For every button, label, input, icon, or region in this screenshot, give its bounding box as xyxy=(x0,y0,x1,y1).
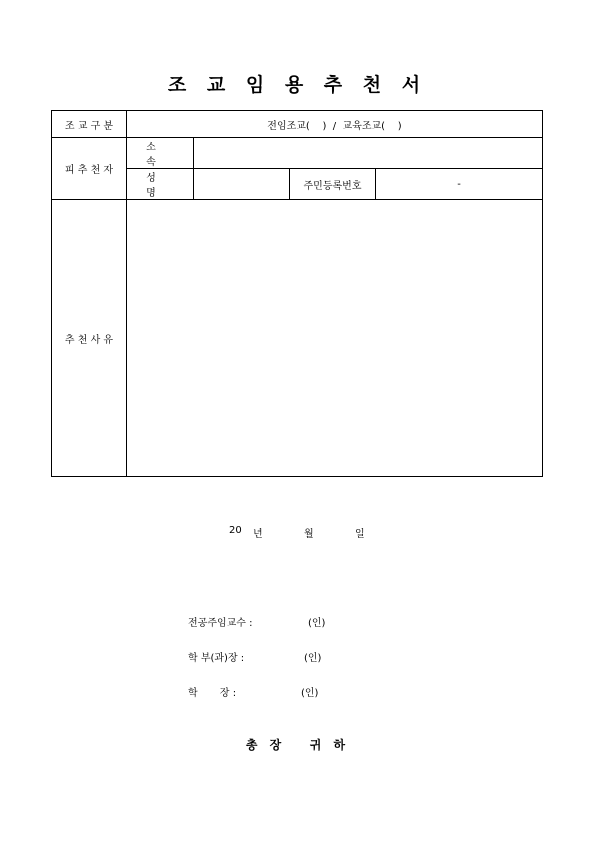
affiliation-row xyxy=(52,138,543,169)
date-year-label: 년 xyxy=(253,529,263,540)
reason-row xyxy=(52,200,543,477)
seal-mark: (인) xyxy=(304,653,322,664)
page-title: 조 교 임 용 추 천 서 xyxy=(167,74,428,96)
addressee: 총 장 귀 하 xyxy=(245,738,350,752)
date-month-label: 월 xyxy=(304,529,314,540)
signature-line-dean xyxy=(188,684,319,699)
signature-line-professor xyxy=(188,614,326,629)
category-selection-field[interactable]: 전임조교( ) / 교육조교( ) xyxy=(127,111,543,138)
affiliation-field[interactable] xyxy=(194,138,543,169)
date-day-label: 일 xyxy=(355,529,365,540)
signature-label: 전공주임교수 : xyxy=(188,618,253,629)
reason-field[interactable] xyxy=(127,200,543,477)
resident-id-field[interactable]: - xyxy=(376,169,543,200)
nominee-label: 피 추 천 자 xyxy=(52,138,127,200)
category-row xyxy=(52,111,543,138)
seal-mark: (인) xyxy=(308,618,326,629)
name-label: 성 명 xyxy=(127,169,194,200)
category-label: 조 교 구 분 xyxy=(52,111,127,138)
resident-id-label: 주민등록번호 xyxy=(290,169,376,200)
signature-label: 학 장 : xyxy=(188,688,237,699)
seal-mark: (인) xyxy=(301,688,319,699)
signature-line-department-head xyxy=(188,649,322,664)
reason-label: 추 천 사 유 xyxy=(52,200,127,477)
recommendation-form-table xyxy=(51,110,543,477)
signature-label: 학 부(과)장 : xyxy=(188,653,245,664)
affiliation-label: 소 속 xyxy=(127,138,194,169)
name-field[interactable] xyxy=(194,169,290,200)
date-year-prefix: 20 xyxy=(229,525,242,536)
